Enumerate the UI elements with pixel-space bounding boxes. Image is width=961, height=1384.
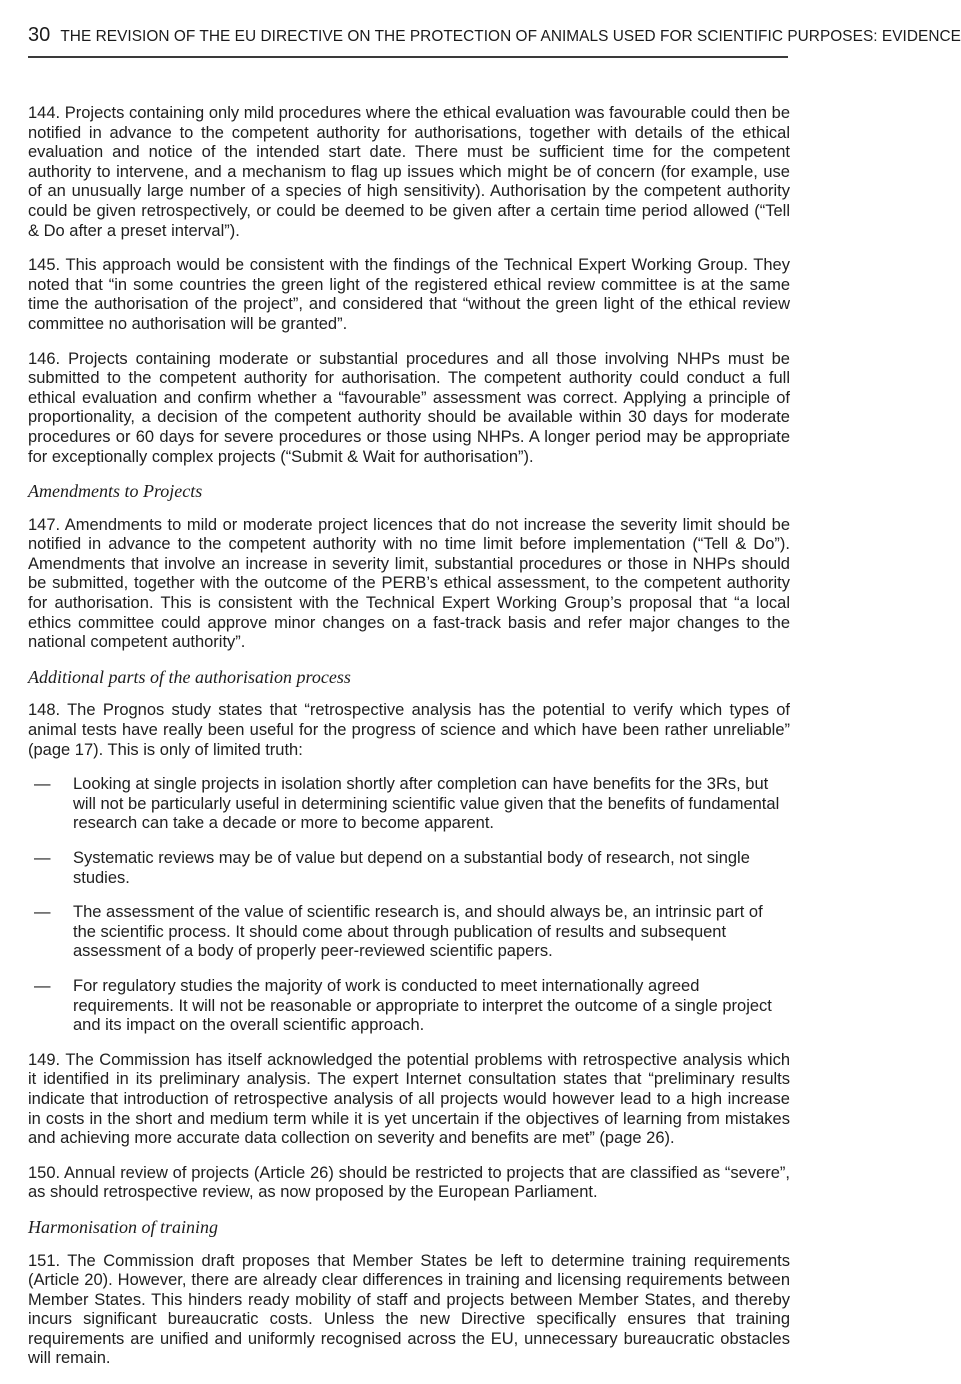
paragraph-144: 144. Projects containing only mild procedures where the ethical evaluation was favourable could then be notified in advance to the competent authority for authorisations, together with details of the ethical evaluation and notice of the intended start date. There must be sufficient time for the competent authority to intervene, and a mechanism to flag up issues which might be of concern (for example, use of an unusually large number of a species of high sensitivity). Authorisation by the competent authority could be given retrospectively, or could be deemed to be given after a certain time period allowed (“Tell & Do after a preset interval”). — [28, 104, 790, 240]
page-number: 30 — [28, 24, 51, 46]
paragraph-151: 151. The Commission draft proposes that Member States be left to determine training requirements (Article 20). However, there are already clear differences in training and licensing requirements between Member States. This hinders ready mobility of staff and projects between Member States, and thereby incurs significant bureaucratic costs. Unless the new Directive specifically ensures that training requirements are unified and uniformly recognised across the EU, unnecessary bureaucratic obstacles will remain. — [28, 1251, 790, 1368]
list-item-text: Systematic reviews may be of value but depend on a substantial body of research, not single studies. — [73, 849, 750, 887]
list-item — [28, 775, 790, 834]
section-heading-harmonisation: Harmonisation of training — [28, 1216, 219, 1237]
paragraph-147: 147. Amendments to mild or moderate project licences that do not increase the severity limit should be notified in advance to the competent authority with no time limit before implementation (“Tell & Do”). Amendments that involve an increase in severity limit, substantial procedures or those in NHPs should be submitted, together with the outcome of the PERB’s ethical assessment, to the competent authority for authorisation. This is consistent with the Technical Expert Working Group’s proposal that “a local ethics committee could approve minor changes on a fast-track basis and refer major changes to the national competent authority”. — [28, 515, 790, 652]
list-item-text: The assessment of the value of scientific research is, and should always be, an intrinsic part of the scientific process. It should come about through publication of results and subsequent assessment of a body of properly peer-reviewed scientific papers. — [73, 903, 763, 961]
dash-marker: — — [34, 903, 51, 922]
dash-marker: — — [34, 976, 51, 995]
paragraph-145: 145. This approach would be consistent with the findings of the Technical Expert Working Group. They noted that “in some countries the green light of the registered ethical review committee is at the same time the authorisation of the project”, and considered that “without the green light of the ethical review committee no authorisation will be granted”. — [28, 256, 790, 333]
list-item — [28, 903, 790, 962]
header-rule — [28, 56, 788, 58]
bullet-list — [28, 775, 790, 1036]
dash-marker: — — [34, 849, 51, 867]
page-header — [28, 24, 961, 58]
section-heading-amendments: Amendments to Projects — [28, 481, 203, 502]
list-item — [28, 849, 790, 888]
section-heading-additional-parts: Additional parts of the authorisation process — [28, 666, 351, 687]
running-head — [28, 24, 961, 47]
paragraph-150: 150. Annual review of projects (Article 26) should be restricted to projects that are classified as “severe”, as should retrospective review, as now proposed by the European Parliament. — [28, 1163, 790, 1202]
dash-marker: — — [34, 775, 51, 794]
paragraph-149: 149. The Commission has itself acknowledged the potential problems with retrospective analysis which it identified in its preliminary analysis. The expert Internet consultation states that “preliminary results indicate that introduction of retrospective analysis of all projects would however lead to a high increase in costs in the short and medium term while it is yet uncertain if the objectives of learning from mistakes and achieving more accurate data collection on severity and benefits are met” (page 26). — [28, 1050, 790, 1148]
list-item-text: Looking at single projects in isolation shortly after completion can have benefits for the 3Rs, but will not be particularly useful in determining scientific value given that the benefits of fundamental research can take a decade or more to become apparent. — [73, 775, 780, 833]
paragraph-148: 148. The Prognos study states that “retrospective analysis has the potential to verify which types of animal tests have really been useful for the progress of science and which have been rather unreliable” (page 17). This is only of limited truth: — [28, 701, 790, 759]
document-body — [28, 104, 790, 1384]
list-item — [28, 977, 790, 1036]
paragraph-146: 146. Projects containing moderate or substantial procedures and all those involving NHPs must be submitted to the competent authority for authorisation. The competent authority could conduct a full ethical evaluation and confirm whether a “favourable” assessment was correct. Applying a principle of proportionality, a decision of the competent authority should be available within 30 days for moderate procedures or 60 days for severe procedures or those using NHPs. A longer period may be appropriate for exceptionally complex projects (“Submit & Wait for authorisation”). — [28, 349, 790, 466]
list-item-text: For regulatory studies the majority of work is conducted to meet internationally agreed requirements. It will not be reasonable or appropriate to interpret the outcome of a single project and its impact on the overall scientific approach. — [73, 976, 772, 1035]
running-title: THE REVISION OF THE EU DIRECTIVE ON THE PROTECTION OF ANIMALS USED FOR SCIENTIFIC PURPOSES: EVIDENCE — [60, 28, 961, 45]
